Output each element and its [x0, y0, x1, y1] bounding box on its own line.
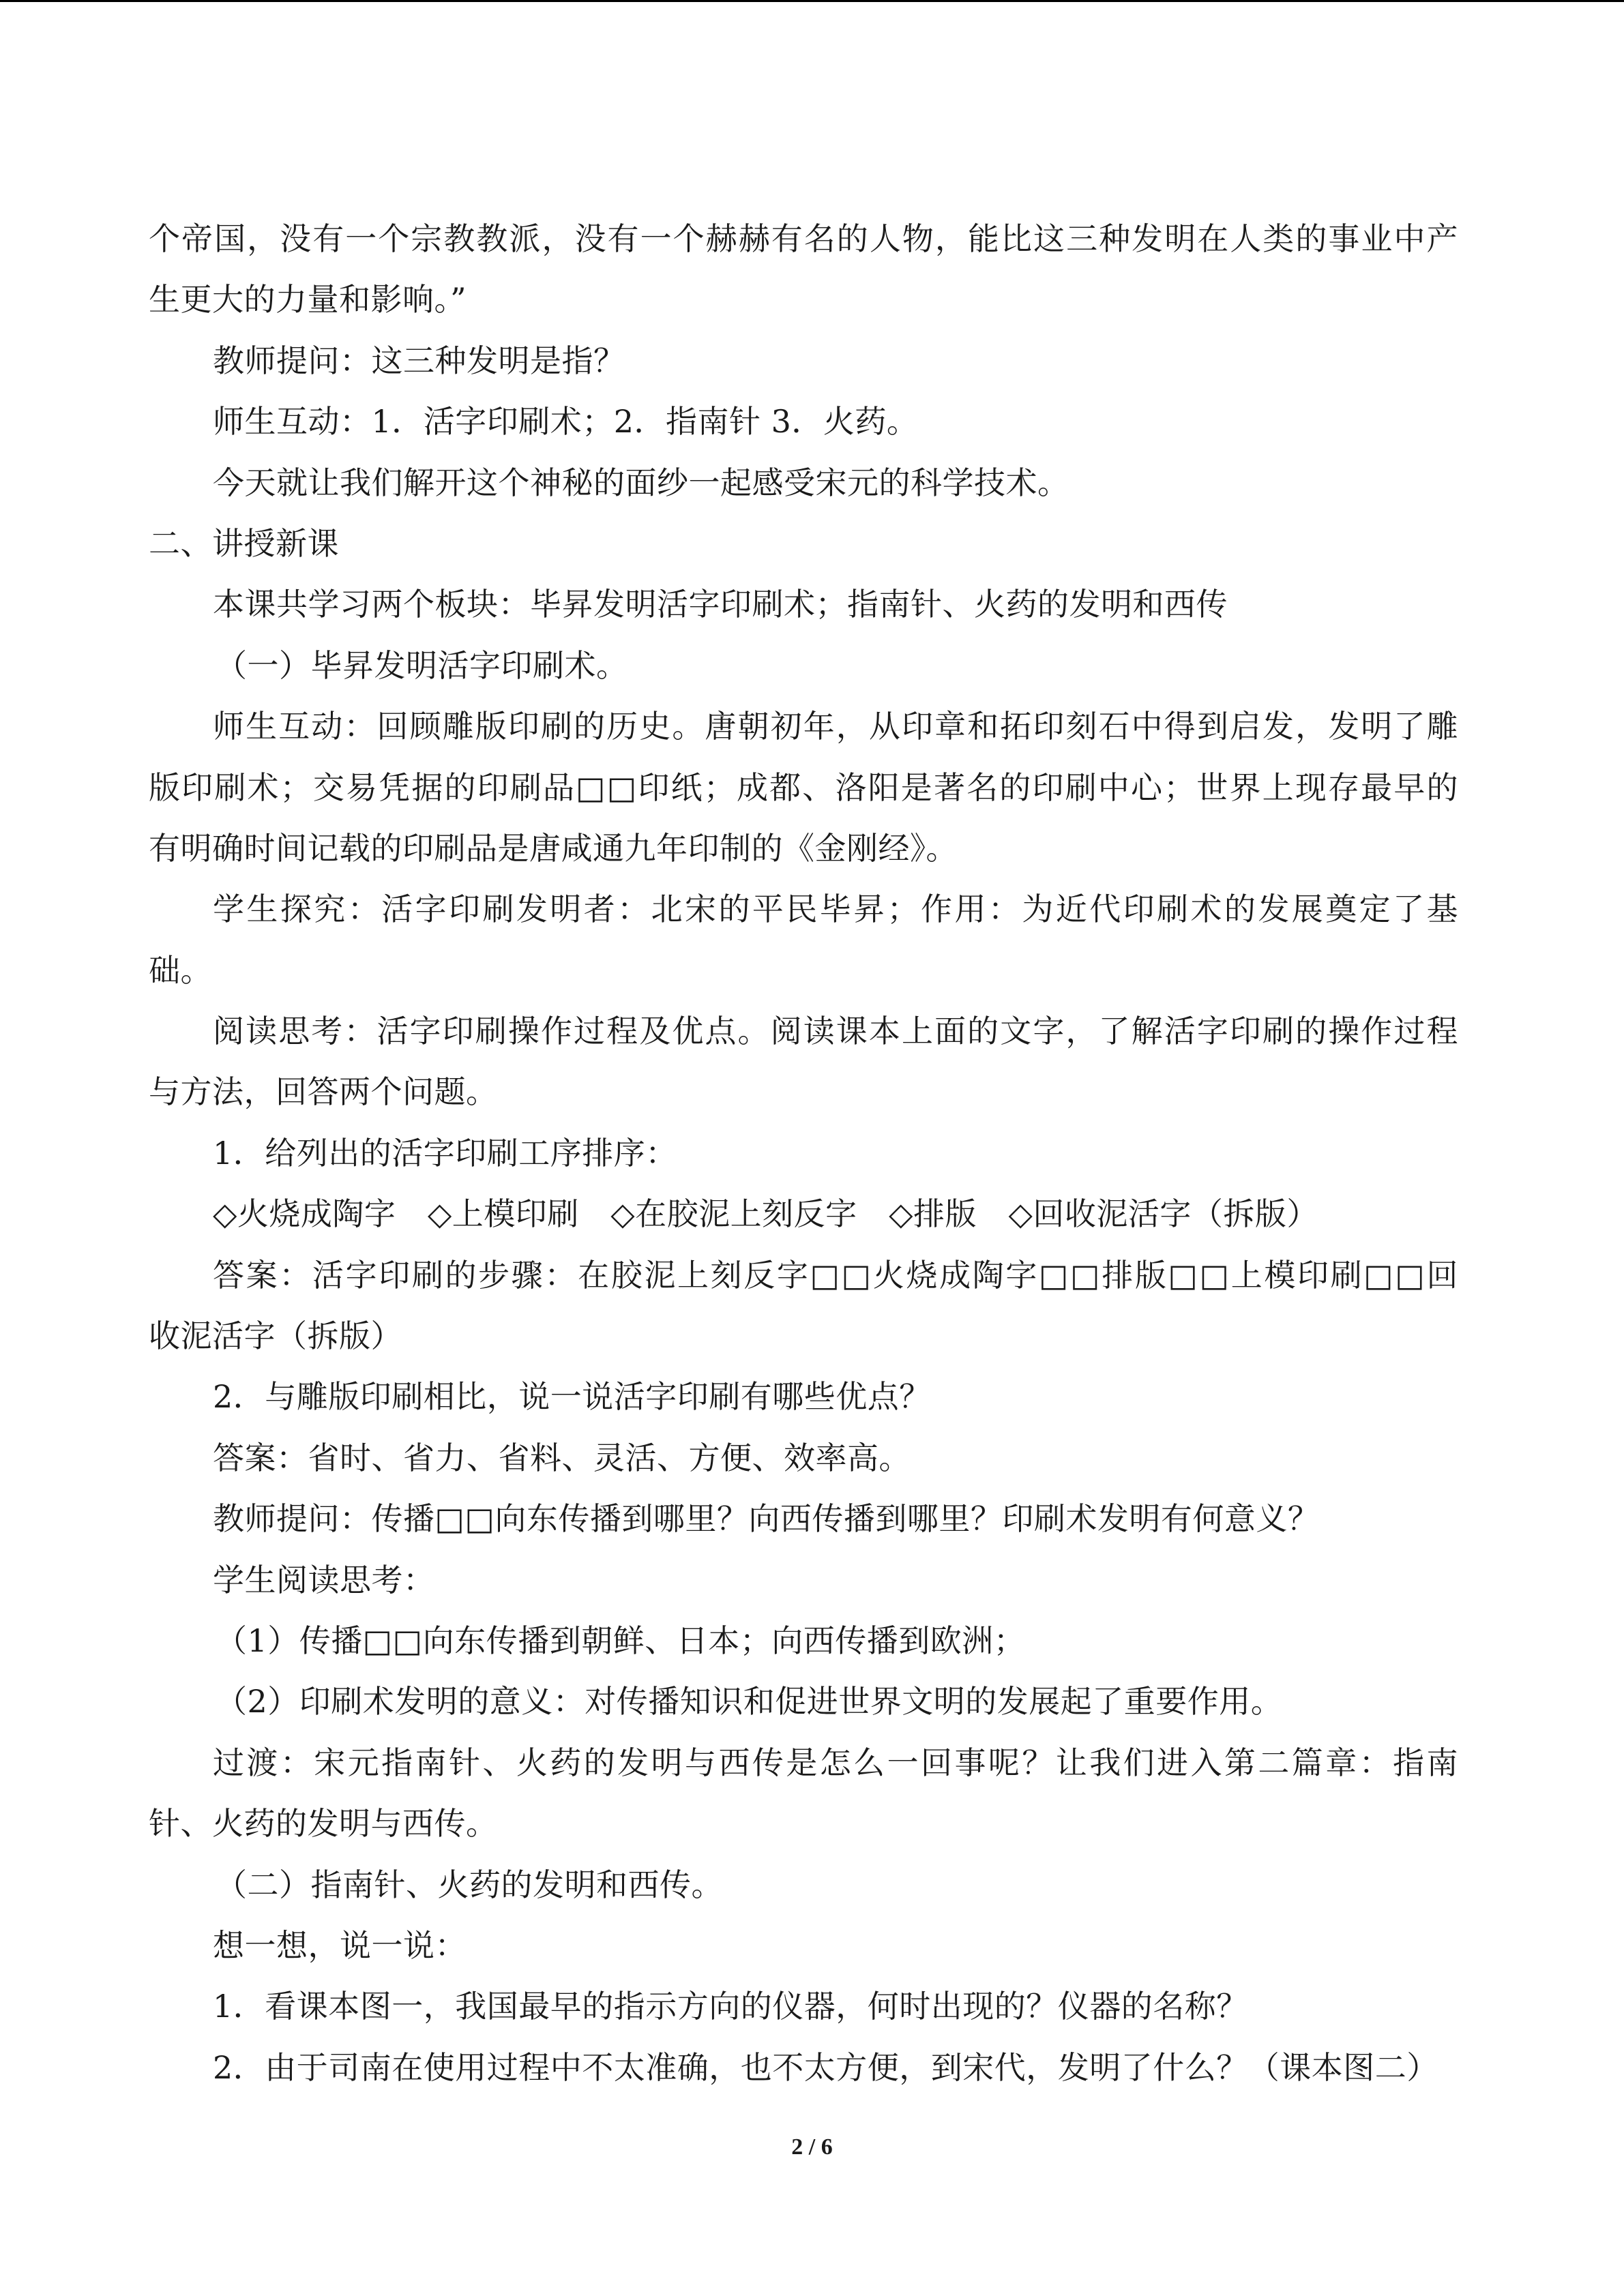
- paragraph-line: （1）传播□□向东传播到朝鲜、日本；向西传播到欧洲；: [216, 1622, 1026, 1659]
- paragraph-line: 师生互动：回顾雕版印刷的历史。唐朝初年，从印章和拓印刻石中得到启发，发明了雕: [213, 708, 1458, 745]
- paragraph-line: 个帝国，没有一个宗教教派，没有一个赫赫有名的人物，能比这三种发明在人类的事业中产: [149, 220, 1458, 257]
- top-border-line: [0, 0, 1624, 2]
- subsection-heading: （一）毕昇发明活字印刷术。: [216, 646, 628, 684]
- paragraph-line: 过渡：宋元指南针、火药的发明与西传是怎么一回事呢？让我们进入第二篇章：指南: [213, 1744, 1458, 1781]
- subsection-heading: （二）指南针、火药的发明和西传。: [216, 1866, 723, 1903]
- question-line: 2．与雕版印刷相比，说一说活字印刷有哪些优点？: [213, 1378, 931, 1416]
- paragraph-line: 师生互动：1．活字印刷术；2．指南针 3．火药。: [213, 403, 919, 441]
- page-number: 2 / 6: [791, 2134, 833, 2160]
- paragraph-line: 学生阅读思考：: [213, 1561, 435, 1598]
- paragraph-line: 与方法，回答两个问题。: [149, 1073, 498, 1111]
- paragraph-line: （2）印刷术发明的意义：对传播知识和促进世界文明的发展起了重要作用。: [216, 1683, 1283, 1720]
- section-heading: 二、讲授新课: [149, 524, 339, 562]
- paragraph-line: 版印刷术；交易凭据的印刷品□□印纸；成都、洛阳是著名的印刷中心；世界上现存最早的: [149, 769, 1458, 806]
- options-line: ◇火烧成陶字 ◇上模印刷 ◇在胶泥上刻反字 ◇排版 ◇回收泥活字（拆版）: [213, 1195, 1318, 1233]
- paragraph-line: 生更大的力量和影响。”: [149, 281, 467, 318]
- paragraph-line: 教师提问：这三种发明是指？: [213, 342, 625, 379]
- paragraph-line: 阅读思考：活字印刷操作过程及优点。阅读课本上面的文字，了解活字印刷的操作过程: [213, 1013, 1458, 1050]
- answer-line: 答案：省时、省力、省料、灵活、方便、效率高。: [213, 1439, 911, 1476]
- answer-line: 答案：活字印刷的步骤：在胶泥上刻反字□□火烧成陶字□□排版□□上模印刷□□回: [213, 1256, 1458, 1294]
- question-line: 1．给列出的活字印刷工序排序：: [213, 1134, 677, 1172]
- paragraph-line: 针、火药的发明与西传。: [149, 1805, 498, 1843]
- paragraph-line: 学生探究：活字印刷发明者：北宋的平民毕昇；作用：为近代印刷术的发展奠定了基: [213, 891, 1458, 928]
- paragraph-line: 想一想，说一说：: [213, 1926, 467, 1964]
- paragraph-line: 有明确时间记载的印刷品是唐咸通九年印制的《金刚经》。: [149, 829, 958, 867]
- document-body: [149, 209, 1458, 2098]
- paragraph-line: 今天就让我们解开这个神秘的面纱一起感受宋元的科学技术。: [213, 464, 1069, 501]
- paragraph-line: 教师提问：传播□□向东传播到哪里？向西传播到哪里？印刷术发明有何意义？: [213, 1500, 1320, 1538]
- paragraph-line: 本课共学习两个板块：毕昇发明活字印刷术；指南针、火药的发明和西传: [213, 586, 1228, 623]
- question-line: 1．看课本图一，我国最早的指示方向的仪器，何时出现的？仪器的名称？: [213, 1988, 1248, 2025]
- answer-line: 收泥活字（拆版）: [149, 1317, 402, 1355]
- question-line: 2．由于司南在使用过程中不太准确，也不太方便，到宋代，发明了什么？（课本图二）: [213, 2048, 1438, 2086]
- paragraph-line: 础。: [149, 951, 212, 989]
